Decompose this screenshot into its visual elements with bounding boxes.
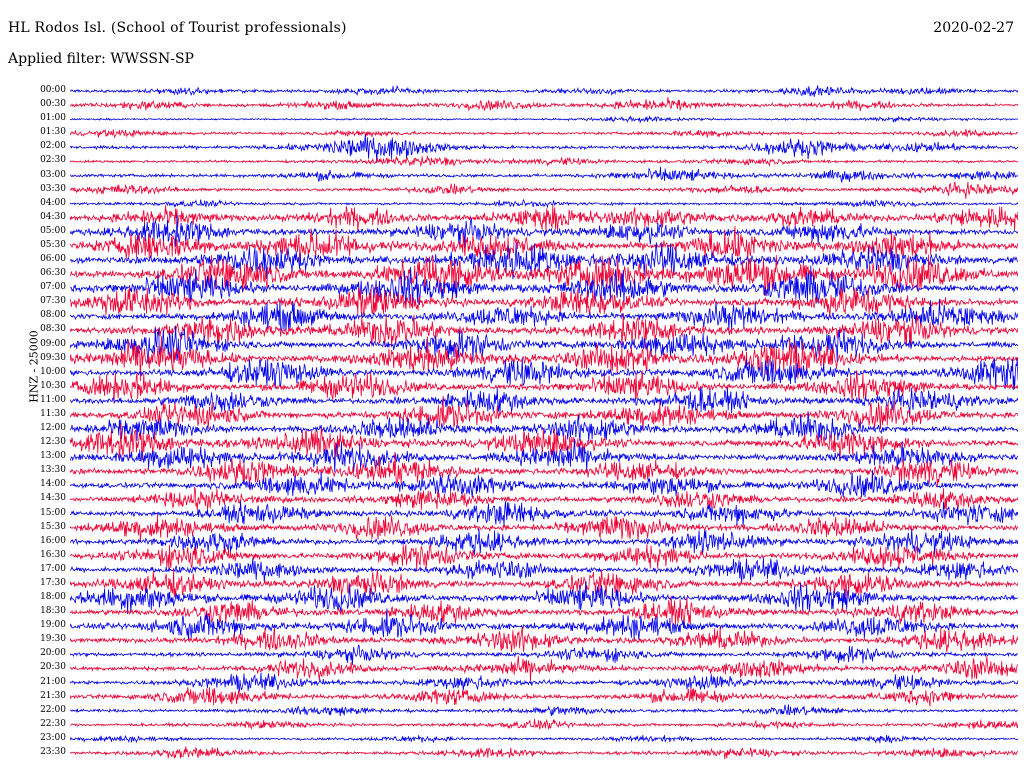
time-tick-label: 20:30 (40, 662, 66, 673)
seismic-trace (70, 704, 1018, 716)
time-tick-label: 19:00 (40, 620, 66, 631)
time-tick-label: 16:30 (40, 549, 66, 560)
time-tick-label: 01:30 (40, 127, 66, 138)
time-tick-label: 00:30 (40, 99, 66, 110)
time-tick-label: 05:00 (40, 225, 66, 236)
seismic-trace (70, 645, 1018, 665)
time-tick-label: 08:00 (40, 310, 66, 321)
seismic-trace (70, 156, 1018, 166)
seismic-trace (70, 501, 1018, 527)
time-tick-label: 09:30 (40, 352, 66, 363)
seismic-trace (70, 627, 1018, 653)
time-axis-ticks (0, 84, 68, 760)
time-tick-label: 19:30 (40, 634, 66, 645)
time-tick-label: 02:00 (40, 141, 66, 152)
time-tick-label: 07:30 (40, 296, 66, 307)
seismic-trace (70, 205, 1018, 232)
seismic-trace (70, 117, 1018, 123)
seismic-trace (70, 656, 1018, 682)
seismic-trace (70, 167, 1018, 182)
helicorder-plot (70, 84, 1018, 760)
time-tick-label: 01:00 (40, 113, 66, 124)
seismic-trace (70, 85, 1018, 96)
time-tick-label: 22:00 (40, 704, 66, 715)
seismic-trace (70, 200, 1018, 207)
time-tick-label: 17:30 (40, 577, 66, 588)
time-tick-label: 00:00 (40, 85, 66, 96)
time-tick-label: 13:00 (40, 451, 66, 462)
time-tick-label: 21:30 (40, 690, 66, 701)
time-tick-label: 15:30 (40, 521, 66, 532)
time-tick-label: 15:00 (40, 507, 66, 518)
time-tick-label: 07:00 (40, 282, 66, 293)
time-tick-label: 12:30 (40, 437, 66, 448)
time-tick-label: 11:00 (40, 394, 66, 405)
page-title: HL Rodos Isl. (School of Tourist professionals) (8, 20, 347, 36)
seismic-trace (70, 529, 1018, 557)
time-tick-label: 03:30 (40, 183, 66, 194)
time-tick-label: 18:30 (40, 606, 66, 617)
time-tick-label: 23:00 (40, 732, 66, 743)
time-tick-label: 18:00 (40, 592, 66, 603)
time-tick-label: 16:00 (40, 535, 66, 546)
time-tick-label: 12:00 (40, 423, 66, 434)
time-tick-label: 02:30 (40, 155, 66, 166)
time-tick-label: 14:00 (40, 479, 66, 490)
trace-canvas (70, 84, 1018, 760)
time-tick-label: 06:30 (40, 268, 66, 279)
time-tick-label: 22:30 (40, 718, 66, 729)
time-tick-label: 10:00 (40, 366, 66, 377)
seismic-trace (70, 735, 1018, 743)
time-tick-label: 04:30 (40, 211, 66, 222)
time-tick-label: 09:00 (40, 338, 66, 349)
time-tick-label: 08:30 (40, 324, 66, 335)
time-tick-label: 20:00 (40, 648, 66, 659)
time-tick-label: 10:30 (40, 380, 66, 391)
time-tick-label: 06:00 (40, 254, 66, 265)
time-tick-label: 03:00 (40, 169, 66, 180)
time-tick-label: 17:00 (40, 563, 66, 574)
seismic-trace (70, 687, 1018, 706)
time-tick-label: 21:00 (40, 676, 66, 687)
filter-label: Applied filter: WWSSN-SP (8, 51, 194, 67)
seismic-trace (70, 134, 1018, 163)
seismic-trace (70, 129, 1018, 138)
time-tick-label: 11:30 (40, 408, 66, 419)
seismic-trace (70, 97, 1018, 111)
time-tick-label: 04:00 (40, 197, 66, 208)
time-tick-label: 13:30 (40, 465, 66, 476)
time-tick-label: 23:30 (40, 746, 66, 757)
time-tick-label: 14:30 (40, 493, 66, 504)
seismic-trace (70, 719, 1018, 729)
seismic-trace (70, 746, 1018, 759)
seismic-trace (70, 182, 1018, 199)
record-date: 2020-02-27 (933, 20, 1014, 36)
seismic-trace (70, 487, 1018, 510)
time-tick-label: 05:30 (40, 239, 66, 250)
seismic-trace (70, 326, 1018, 364)
y-axis-label: HNZ - 25000 (27, 330, 41, 403)
seismic-trace (70, 673, 1018, 693)
